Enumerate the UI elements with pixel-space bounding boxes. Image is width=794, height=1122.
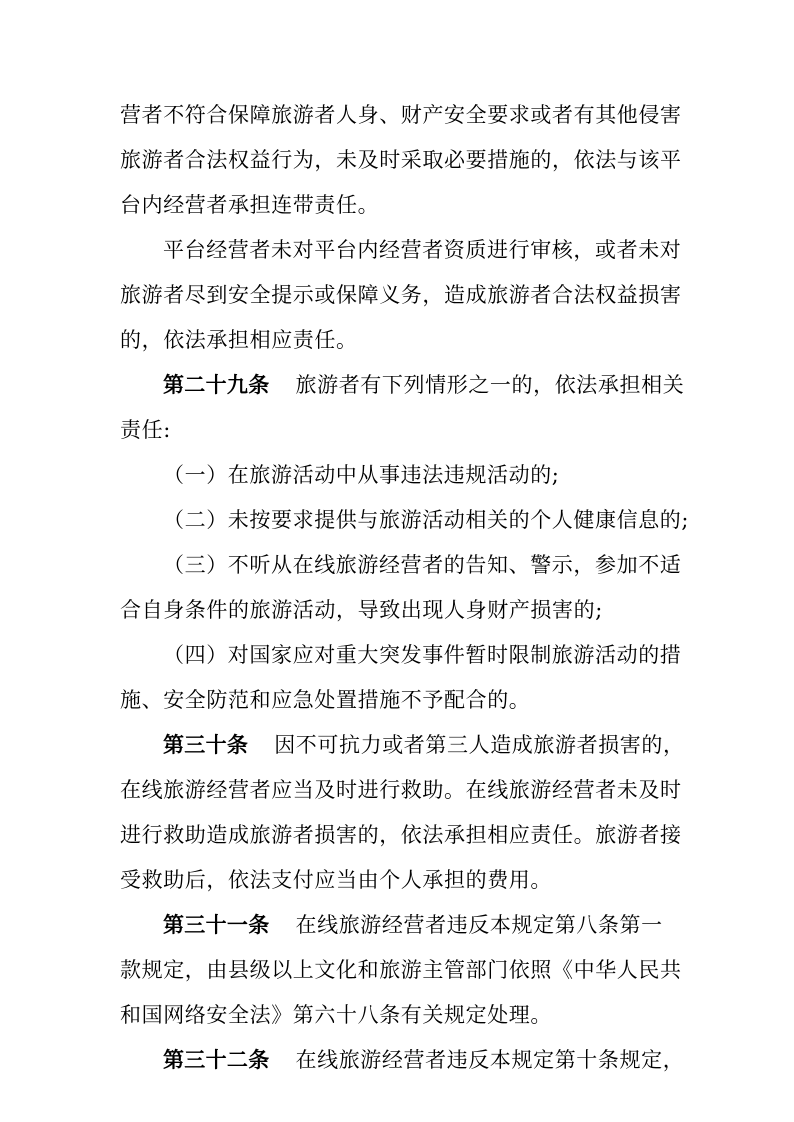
article-heading: 第三十条 — [163, 733, 249, 757]
paragraph-line: 平台经营者未对平台内经营者资质进行审核，或者未对 — [163, 238, 682, 262]
article-text: 旅游者有下列情形之一的，依法承担相关 — [295, 373, 685, 397]
paragraph-line: 营者不符合保障旅游者人身、财产安全要求或者有其他侵害 — [120, 103, 682, 127]
paragraph-line: 的，依法承担相应责任。 — [120, 328, 358, 352]
paragraph-line: 责任: — [120, 418, 171, 442]
paragraph-line: 进行救助造成旅游者损害的，依法承担相应责任。旅游者接 — [120, 823, 682, 847]
paragraph-line: 旅游者合法权益行为，未及时采取必要措施的，依法与该平 — [120, 148, 682, 172]
article-29-line — [163, 365, 685, 405]
paragraph-line: 合自身条件的旅游活动，导致出现人身财产损害的; — [120, 598, 603, 622]
paragraph-line: 台内经营者承担连带责任。 — [120, 193, 380, 217]
article-heading: 第二十九条 — [163, 373, 270, 397]
paragraph-line: 受救助后，依法支付应当由个人承担的费用。 — [120, 868, 552, 892]
article-text: 因不可抗力或者第三人造成旅游者损害的， — [274, 733, 685, 757]
list-item: （四）对国家应对重大突发事件暂时限制旅游活动的措 — [163, 643, 682, 667]
article-heading: 第三十一条 — [163, 913, 270, 937]
paragraph-line: 施、安全防范和应急处置措施不予配合的。 — [120, 688, 531, 712]
paragraph-line: 款规定，由县级以上文化和旅游主管部门依照《中华人民共 — [120, 958, 682, 982]
list-item: （二）未按要求提供与旅游活动相关的个人健康信息的; — [163, 508, 690, 532]
article-32-line — [163, 1040, 685, 1080]
article-text: 在线旅游经营者违反本规定第十条规定， — [295, 1048, 685, 1072]
list-item: （一）在旅游活动中从事违法违规活动的; — [163, 463, 560, 487]
article-31-line — [163, 905, 672, 945]
paragraph-line: 和国网络安全法》第六十八条有关规定处理。 — [120, 1003, 552, 1027]
paragraph-line: 旅游者尽到安全提示或保障义务，造成旅游者合法权益损害 — [120, 283, 682, 307]
article-30-line — [163, 725, 685, 765]
article-text: 在线旅游经营者违反本规定第八条第一 — [295, 913, 663, 937]
paragraph-line: 在线旅游经营者应当及时进行救助。在线旅游经营者未及时 — [120, 778, 682, 802]
article-heading: 第三十二条 — [163, 1048, 270, 1072]
list-item: （三）不听从在线旅游经营者的告知、警示，参加不适 — [163, 553, 682, 577]
